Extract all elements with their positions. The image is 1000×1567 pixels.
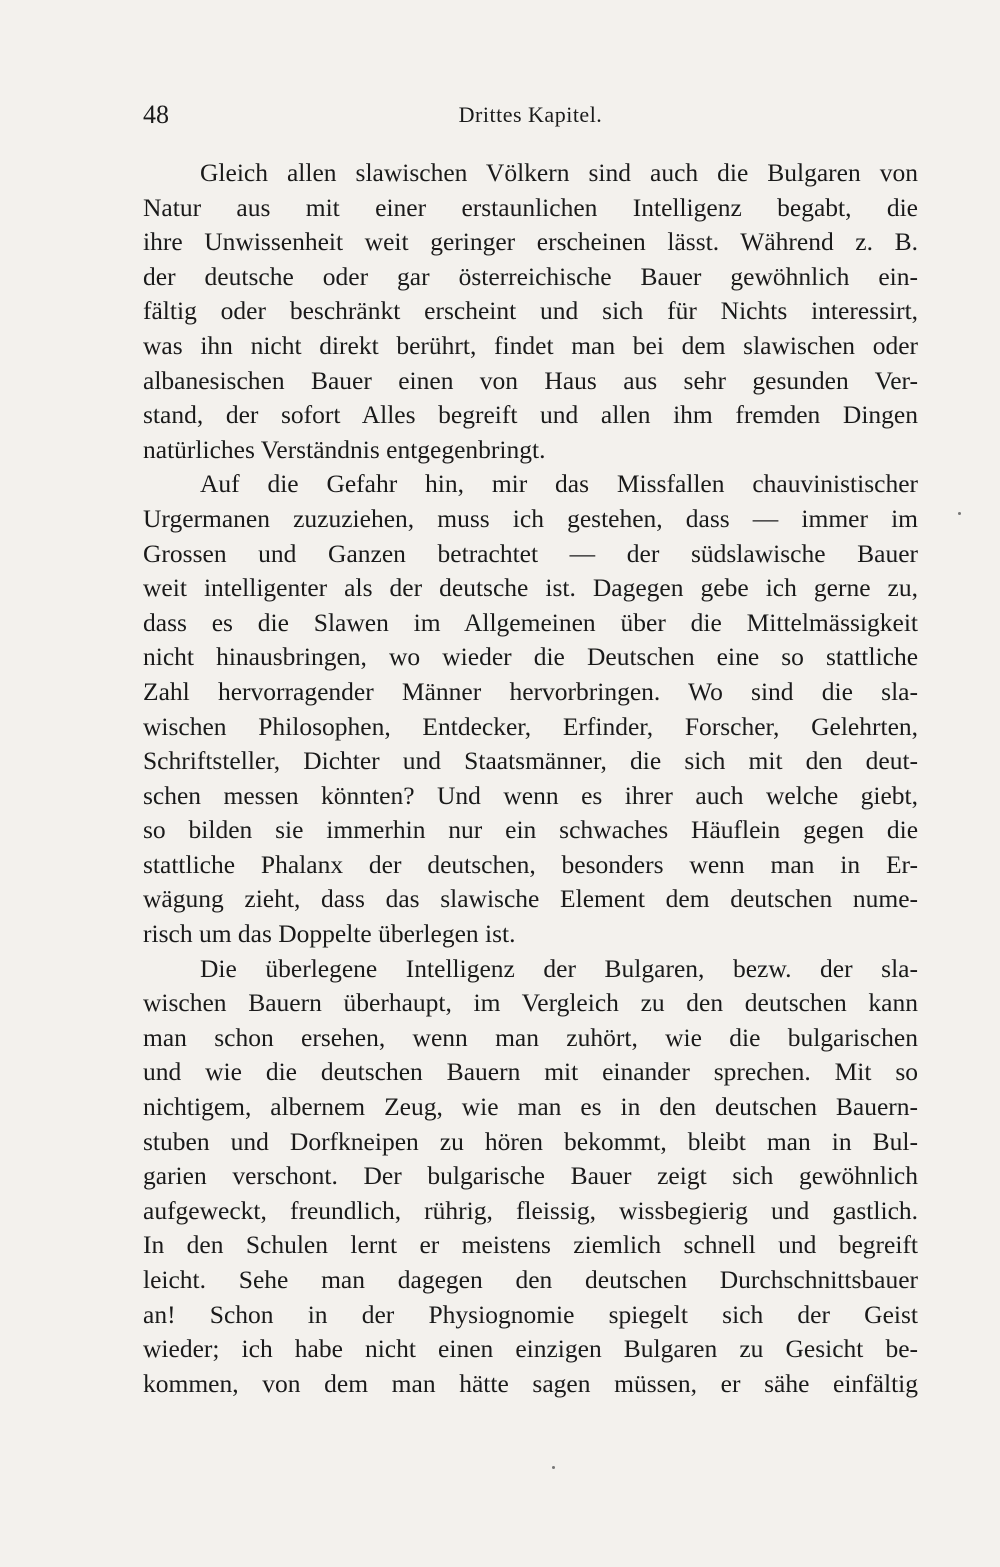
- text-line: ihre Unwissenheit weit geringer erscheinen lässt. Während z. B.: [143, 227, 918, 257]
- text-line: risch um das Doppelte überlegen ist.: [143, 919, 516, 949]
- text-line: wägung zieht, dass das slawische Element dem deutschen nume-: [143, 884, 919, 914]
- text-line: Die überlegene Intelligenz der Bulgaren, bezw. der sla-: [200, 953, 918, 983]
- text-line: man schon ersehen, wenn man zuhört, wie die bulgarischen: [143, 1022, 918, 1052]
- text-line: stattliche Phalanx der deutschen, besonders wenn man in Er-: [143, 849, 919, 879]
- text-line: und wie die deutschen Bauern mit einander sprechen. Mit so: [143, 1057, 918, 1087]
- text-line: Grossen und Ganzen betrachtet — der südslawische Bauer: [143, 538, 919, 568]
- running-head: Drittes Kapitel.: [458, 102, 603, 127]
- text-line: dass es die Slawen im Allgemeinen über die Mittelmässigkeit: [143, 607, 918, 637]
- text-line: natürliches Verständnis entgegenbringt.: [143, 434, 546, 464]
- paragraph-1: [143, 156, 918, 467]
- text-line: an! Schon in der Physiognomie spiegelt sich der Geist: [143, 1299, 918, 1329]
- text-line: stuben und Dorfkneipen zu hören bekommt, bleibt man in Bul-: [143, 1126, 918, 1156]
- text-line: aufgeweckt, freundlich, rührig, fleissig, wissbegierig und gastlich.: [143, 1195, 919, 1225]
- text-line: kommen, von dem man hätte sagen müssen, er sähe einfältig: [143, 1368, 918, 1398]
- text-line: Schriftsteller, Dichter und Staatsmänner, die sich mit den deut-: [143, 746, 919, 776]
- text-line: In den Schulen lernt er meistens ziemlich schnell und begreift: [143, 1230, 919, 1260]
- text-line: garien verschont. Der bulgarische Bauer zeigt sich gewöhnlich: [143, 1161, 918, 1191]
- paragraph-3: [143, 952, 918, 1402]
- paragraph-2: [143, 467, 918, 951]
- text-line: stand, der sofort Alles begreift und allen ihm fremden Dingen: [143, 400, 918, 430]
- text-line: Auf die Gefahr hin, mir das Missfallen chauvinistischer: [200, 469, 919, 499]
- text-line: schen messen könnten? Und wenn es ihrer auch welche giebt,: [143, 780, 919, 810]
- text-line: Natur aus mit einer erstaunlichen Intelligenz begabt, die: [143, 192, 918, 222]
- text-line: nicht hinausbringen, wo wieder die Deutschen eine so stattliche: [143, 642, 919, 672]
- text-line: Zahl hervorragender Männer hervorbringen. Wo sind die sla-: [143, 676, 918, 706]
- text-line: so bilden sie immerhin nur ein schwaches Häuflein gegen die: [143, 815, 919, 845]
- text-line: Urgermanen zuzuziehen, muss ich gestehen, dass — immer im: [143, 503, 919, 533]
- scan-speck: [552, 1466, 555, 1469]
- text-line: nichtigem, albernem Zeug, wie man es in den deutschen Bauern-: [143, 1092, 919, 1122]
- text-line: wischen Philosophen, Entdecker, Erfinder, Forscher, Gelehrten,: [143, 711, 919, 741]
- text-line: der deutsche oder gar österreichische Bauer gewöhnlich ein-: [143, 261, 918, 291]
- body-text: [143, 156, 918, 1401]
- text-line: albanesischen Bauer einen von Haus aus sehr gesunden Ver-: [143, 365, 918, 395]
- text-line: wischen Bauern überhaupt, im Vergleich zu den deutschen kann: [143, 988, 918, 1018]
- text-line: leicht. Sehe man dagegen den deutschen Durchschnittsbauer: [143, 1265, 919, 1294]
- scan-speck: [958, 512, 961, 515]
- text-line: was ihn nicht direkt berührt, findet man bei dem slawischen oder: [143, 330, 919, 360]
- text-line: wieder; ich habe nicht einen einzigen Bulgaren zu Gesicht be-: [143, 1334, 919, 1364]
- page-header: [143, 100, 918, 136]
- text-line: Gleich allen slawischen Völkern sind auch die Bulgaren von: [200, 158, 918, 187]
- text-line: weit intelligenter als der deutsche ist. Dagegen gebe ich gerne zu,: [143, 573, 919, 603]
- text-line: fältig oder beschränkt erscheint und sich für Nichts interessirt,: [143, 296, 919, 326]
- page-number: 48: [143, 100, 169, 129]
